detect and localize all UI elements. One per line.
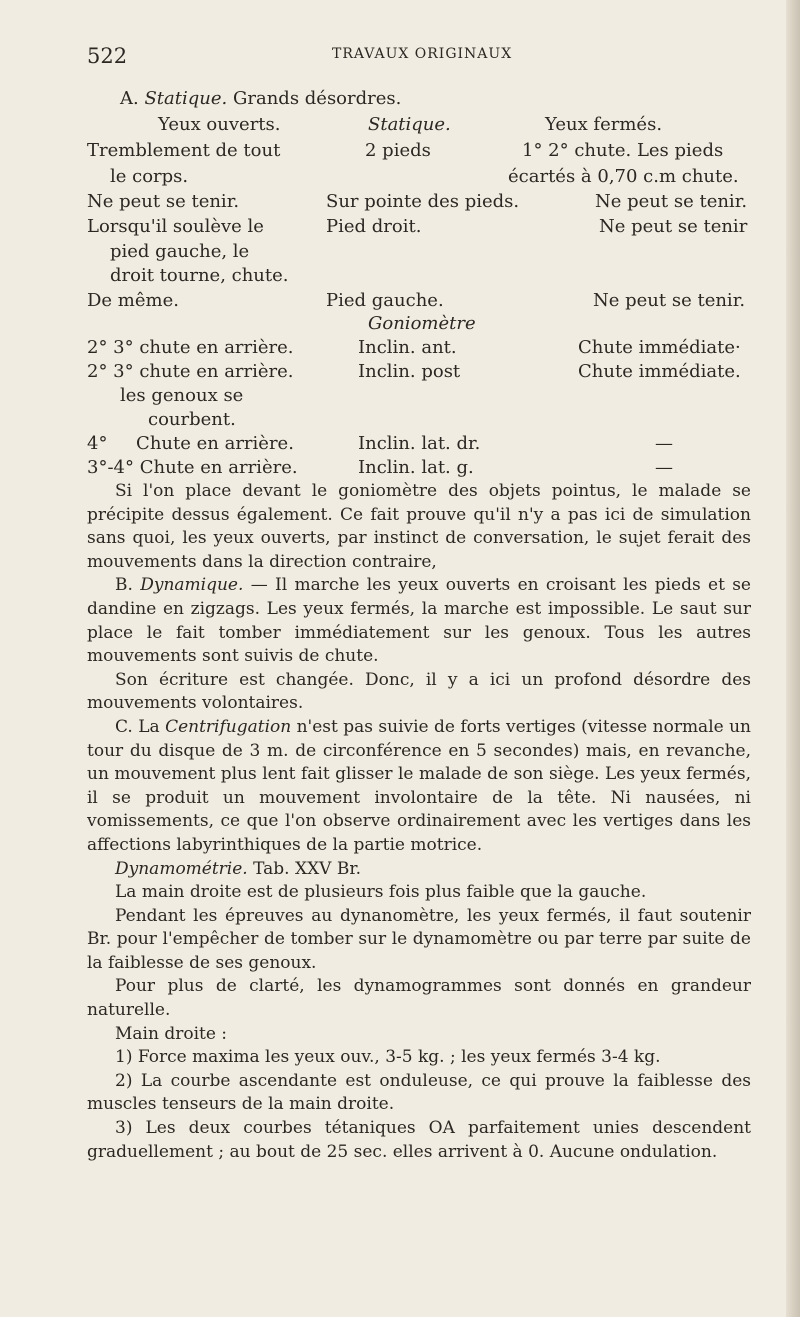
- paragraph-c-centrifugation: C. La Centrifugation n'est pas suivie de forts vertiges (vitesse normale un tour du disque de 3 m. de circonférence en 5 secondes) mais, en revanche, un mouvement plus lent fait glisser le malade de son siège. Les yeux fermés, il se produit un mouvement involontaire de la tête. Ni nausées, ni vomissements, ce que l'on observe ordinairement avec les vertiges dans les affections labyrinthiques de la partie motrice.: [87, 716, 752, 855]
- row-left: 3°-4° Chute en arrière.: [87, 457, 298, 478]
- row-mid: Inclin. ant.: [358, 337, 457, 358]
- row-left: 4° Chute en arrière.: [87, 433, 294, 454]
- row-right: 1° 2° chute. Les pieds: [522, 140, 724, 161]
- paragraph-dynamometrie: Dynamométrie. Tab. XXV Br.: [115, 858, 362, 879]
- row-right: Chute immédiate.: [578, 361, 741, 382]
- row-mid: Inclin. lat. dr.: [358, 433, 481, 454]
- row-left: courbent.: [148, 409, 236, 430]
- row-left: pied gauche, le: [110, 241, 250, 262]
- paragraph-b-dynamique: B. Dynamique. — Il marche les yeux ouverts en croisant les pieds et se dandine en zigzags. Les yeux fermés, la marche est impossible. Le saut sur place le fait tomber immédiatement sur les genoux. Tous les autres mouvements sont suivis de chute.: [87, 575, 751, 667]
- row-left: 2° 3° chute en arrière.: [87, 337, 294, 358]
- row-left: les genoux se: [120, 385, 244, 406]
- row-left: Ne peut se tenir.: [87, 191, 240, 212]
- row-left: Tremblement de tout: [87, 140, 281, 161]
- paragraph: Pendant les épreuves au dynanomètre, les yeux fermés, il faut soutenir Br. pour l'empêcher de tomber sur le dynamomètre ou par terre par suite de la faiblesse de ses genoux.: [87, 905, 751, 973]
- row-right: Ne peut se tenir: [599, 216, 748, 237]
- section-a-heading: A. Statique. Grands désordres.: [120, 88, 402, 109]
- paragraph: Si l'on place devant le goniomètre des objets pointus, le malade se précipite dessus également. Ce fait prouve qu'il n'y a pas ici de simulation sans quoi, les yeux ouverts, par instinct de conversation, le sujet ferait des mouvements dans la direction contraire,: [87, 481, 751, 572]
- col-header-statique: Statique.: [368, 114, 451, 135]
- row-left: le corps.: [110, 166, 189, 187]
- paragraph: Son écriture est changée. Donc, il y a ici un profond désordre des mouvements volontaires.: [87, 669, 751, 714]
- row-right: —: [655, 433, 673, 454]
- running-head: TRAVAUX ORIGINAUX: [332, 46, 513, 62]
- row-right: —: [655, 457, 673, 478]
- row-mid: Inclin. lat. g.: [358, 457, 474, 478]
- paragraph: Pour plus de clarté, les dynamogrammes sont donnés en grandeur naturelle.: [87, 976, 751, 1021]
- row-left: De même.: [87, 290, 179, 311]
- row-mid: Inclin. post: [358, 361, 461, 382]
- row-mid: Sur pointe des pieds.: [326, 191, 520, 212]
- page-edge-shadow: [786, 0, 800, 1317]
- row-right: Ne peut se tenir.: [593, 290, 746, 311]
- row-left: Lorsqu'il soulève le: [87, 216, 264, 237]
- row-mid: 2 pieds: [365, 140, 431, 161]
- paragraph: 2) La courbe ascendante est onduleuse, ce qui prouve la faiblesse des muscles tenseurs de la main droite.: [87, 1070, 751, 1115]
- col-header-yeux-fermes: Yeux fermés.: [545, 114, 663, 135]
- page-number: 522: [87, 44, 128, 68]
- col-header-yeux-ouverts: Yeux ouverts.: [158, 114, 281, 135]
- row-right: Chute immédiate·: [578, 337, 741, 358]
- paragraph: 3) Les deux courbes tétaniques OA parfaitement unies descendent graduellement ; au bout de 25 sec. elles arrivent à 0. Aucune ondulation.: [87, 1118, 751, 1162]
- paragraph: La main droite est de plusieurs fois plus faible que la gauche.: [115, 882, 647, 903]
- row-left: droit tourne, chute.: [110, 265, 289, 286]
- paragraph: Main droite :: [115, 1023, 228, 1044]
- row-mid: Pied gauche.: [326, 290, 444, 311]
- row-right: écartés à 0,70 c.m chute.: [508, 166, 739, 187]
- row-left: 2° 3° chute en arrière.: [87, 361, 294, 382]
- row-right: Ne peut se tenir.: [595, 191, 748, 212]
- row-mid: Pied droit.: [326, 216, 422, 237]
- body-text: [87, 480, 751, 1164]
- paragraph: 1) Force maxima les yeux ouv., 3-5 kg. ; les yeux fermés 3-4 kg.: [115, 1047, 661, 1068]
- row-mid-goniometre: Goniomètre: [368, 313, 476, 334]
